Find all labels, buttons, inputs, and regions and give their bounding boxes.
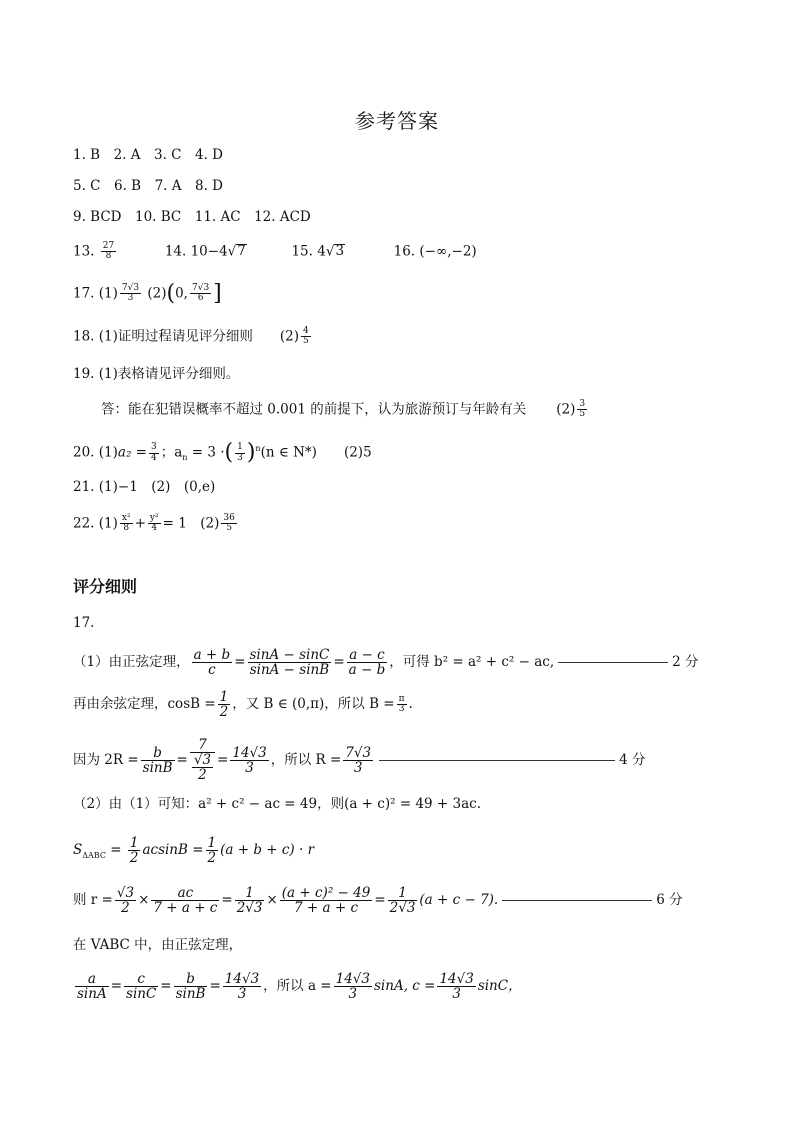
answer-row-22: 22. (1) $\frac{\text{x²}}{8}$ + $\frac{\text{y²}}{4}$ = 1 (2) $\frac{36}{5}$ [73,513,235,534]
detail-line-5: $S_{\Delta ABC}$ = $\frac{1}{2}$ acsinB = $\frac{1}{2}$ (a + b + c) · r [73,835,315,867]
answer-row-2: 5. C 6. B 7. A 8. D [73,178,224,194]
detail-line-7: 在 VABC 中，由正弦定理， [73,937,243,953]
detail-question-number: 17. [73,615,95,631]
section-title: 评分细则 [73,577,138,596]
fraction: $\frac{27}{8}$ [102,241,115,262]
answer-row-3: 9. BCD 10. BC 11. AC 12. ACD [73,209,311,225]
detail-line-8: $\frac{a}{\sin A}$ = $\frac{c}{\sin C}$ = $\frac{b}{\sin B}$ = $\frac{14√3}{3}$ ，所以 a = $\frac{14√3}{3}$ sinA, c = $\frac{14√3}{3}$ sinC， [77,971,522,1003]
answer-row-18: 18. (1)证明过程请见评分细则 (2) $\frac{4}{5}$ [73,326,309,347]
answer-row-13-16: 13. $\frac{27}{8}$ 14. 10−4√7 15. 4√3 16. (−∞,−2) [73,241,477,262]
answer-row-20: 20. (1)a₂ = $\frac{3}{4}$ ；$a_n = 3$ ·( $\frac{1}{3}$ )$^n$(n ∈ N*) (2)5 [73,440,372,465]
detail-line-1: （1）由正弦定理， $\frac{a + b}{c}$ = $\frac{\sin A - \sin C}{\sin A - \sin B}$ = $\frac{a - c}{a - b}$ ，可得 b² = a² + c² − ac, 2 分 [73,647,699,679]
answer-row-21: 21. (1)−1 (2) (0,e) [73,479,216,495]
page-title: 参考答案 [355,109,439,133]
answer-row-17: 17. (1) $\frac{7√3}{3}$ (2)(0, $\frac{7√3}{6}$ ] [73,280,222,306]
detail-line-4: （2）由（1）可知：a² + c² − ac = 49，则(a + c)² = 49 + 3ac. [73,796,481,812]
answer-row-19: 19. (1)表格请见评分细则。 [73,366,240,382]
detail-line-3: 因为 2R = $\frac{b}{\sin B}$ = $\frac{7}{\frac{√3}{2}}$ = $\frac{14√3}{3}$ ，所以 R = $\frac{7√3}{3}$ 4 分 [73,737,646,784]
detail-line-2: 再由余弦定理，cosB = $\frac{1}{2}$ ，又 B ∈ (0,π)，所以 B = $\frac{\pi}{3}$ . [73,689,413,721]
answer-row-19-conclusion: 答：能在犯错误概率不超过 0.001 的前提下，认为旅游预订与年龄有关 (2) $\frac{3}{5}$ [101,399,586,420]
detail-line-6: 则 r = $\frac{√3}{2}$ × $\frac{ac}{7 + a + c}$ = $\frac{1}{2√3}$ × $\frac{\text{(a + c)² − 49}}{7 + a + c}$ = $\frac{1}{2√3}$ (a + c − 7). 6 分 [73,885,683,917]
answer-row-1: 1. B 2. A 3. C 4. D [73,147,224,163]
